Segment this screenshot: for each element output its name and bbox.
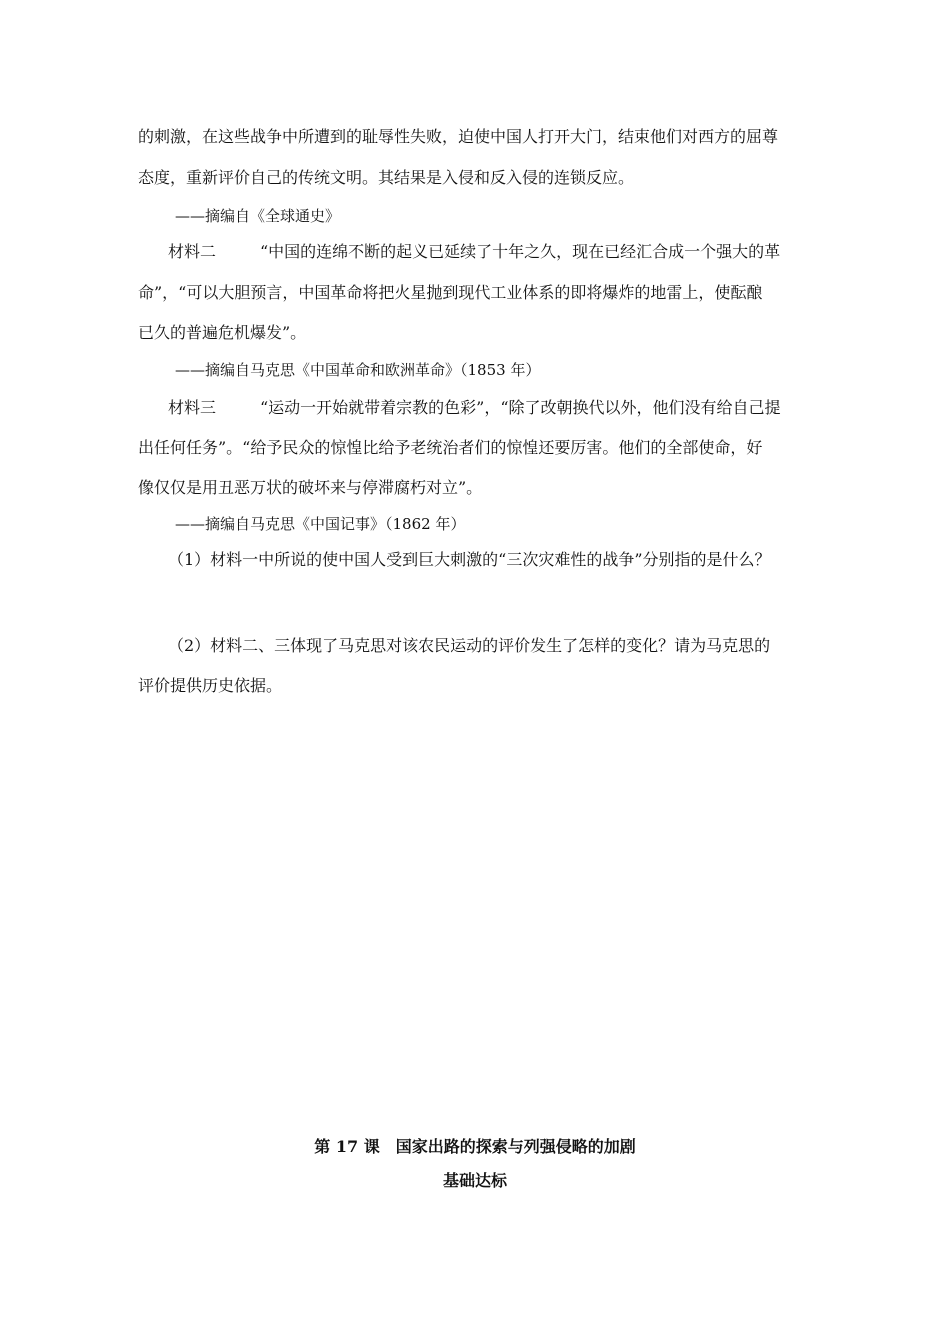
source-marx-1853: ——摘编自马克思《中国革命和欧洲革命》（1853 年）: [175, 361, 541, 379]
material3-line1: [168, 398, 781, 418]
material3-line2: 出任何任务”。“给予民众的惊惶比给予老统治者们的惊惶还要厉害。他们的全部使命，好: [138, 438, 763, 457]
source-global-history: ——摘编自《全球通史》: [175, 207, 341, 225]
material2-line2: 命”，“可以大胆预言，中国革命将把火星抛到现代工业体系的即将爆炸的地雷上，使酝酿: [138, 283, 763, 302]
paragraph1-line1: 的刺激，在这些战争中所遭到的耻辱性失败，迫使中国人打开大门，结束他们对西方的屈尊: [138, 127, 779, 146]
material2-label: 材料二: [168, 242, 217, 261]
material2-text-1: “中国的连绵不断的起义已延续了十年之久，现在已经汇合成一个强大的革: [260, 242, 781, 261]
material3-label: 材料三: [168, 398, 217, 417]
source-marx-1862: ——摘编自马克思《中国记事》（1862 年）: [175, 515, 466, 533]
question-2-line1: （2）材料二、三体现了马克思对该农民运动的评价发生了怎样的变化？请为马克思的: [168, 636, 771, 655]
question-2-line2: 评价提供历史依据。: [138, 676, 283, 695]
lesson-title: 第 17 课 国家出路的探索与列强侵略的加剧: [314, 1137, 636, 1156]
question-1: （1）材料一中所说的使中国人受到巨大刺激的“三次灾难性的战争”分别指的是什么？: [168, 550, 771, 569]
material2-line1: [168, 242, 780, 262]
material3-text-1: “运动一开始就带着宗教的色彩”，“除了改朝换代以外，他们没有给自己提: [260, 398, 781, 417]
lesson-subtitle: 基础达标: [442, 1171, 507, 1190]
paragraph1-line2: 态度，重新评价自己的传统文明。其结果是入侵和反入侵的连锁反应。: [138, 168, 635, 187]
material3-line3: 像仅仅是用丑恶万状的破坏来与停滞腐朽对立”。: [138, 478, 483, 497]
material2-line3: 已久的普遍危机爆发”。: [138, 323, 307, 342]
